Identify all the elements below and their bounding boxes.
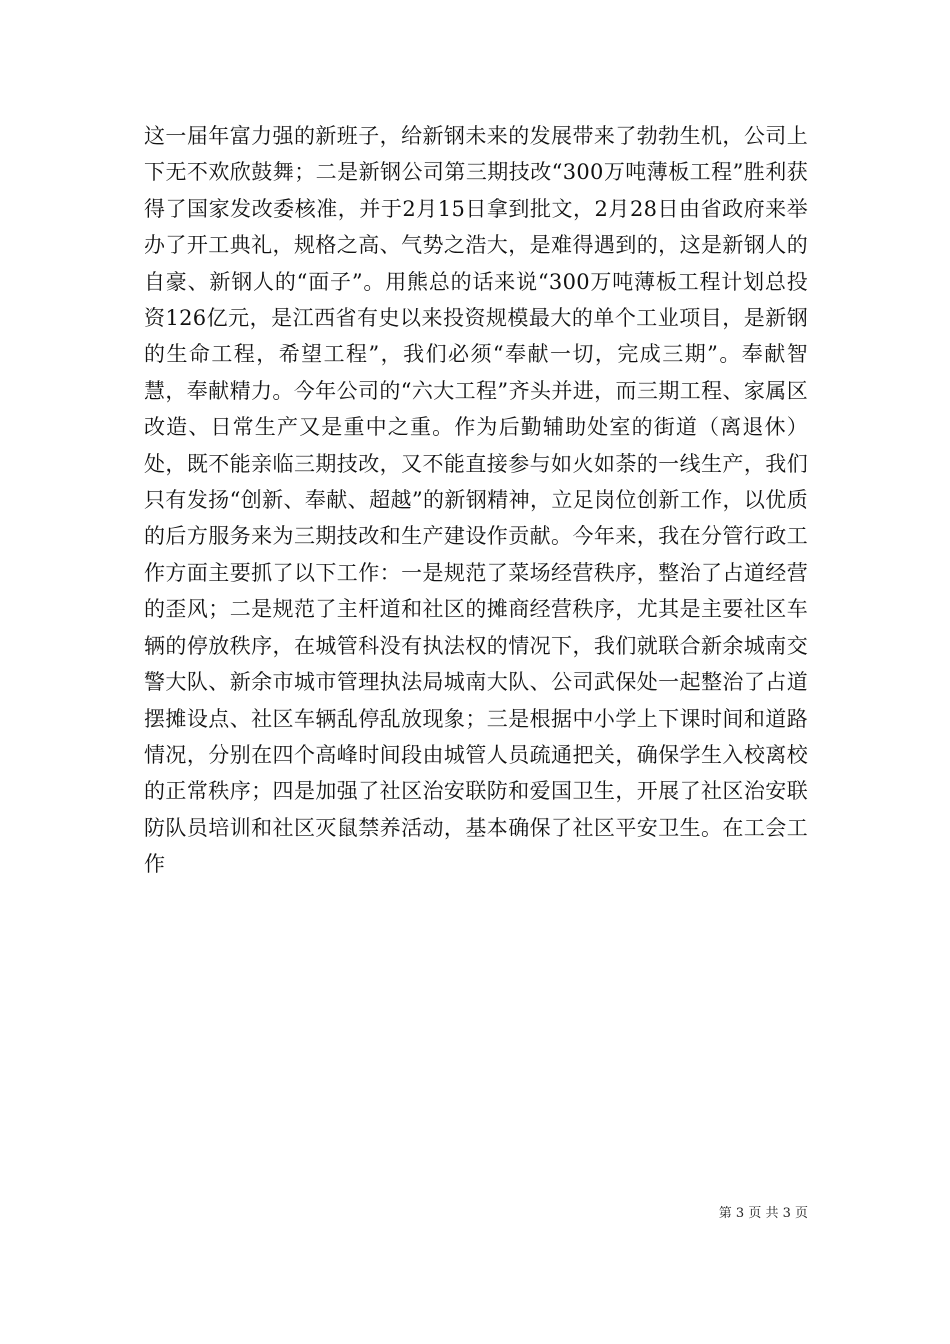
body-paragraph: 这一届年富力强的新班子，给新钢未来的发展带来了勃勃生机，公司上下无不欢欣鼓舞；二是新钢公司第三期技改“300万吨薄板工程”胜利获得了国家发改委核准，并于2月15日拿到批文，2月28日由省政府来举办了开工典礼，规格之高、气势之浩大，是难得遇到的，这是新钢人的自豪、新钢人的“面子”。用熊总的话来说“300万吨薄板工程计划总投资126亿元，是江西省有史以来投资规模最大的单个工业项目，是新钢的生命工程，希望工程”，我们必须“奉献一切，完成三期”。奉献智慧，奉献精力。今年公司的“六大工程”齐头并进，而三期工程、家属区改造、日常生产又是重中之重。作为后勤辅助处室的街道（离退休）处，既不能亲临三期技改，又不能直接参与如火如荼的一线生产，我们只有发扬“创新、奉献、超越”的新钢精神，立足岗位创新工作，以优质的后方服务来为三期技改和生产建设作贡献。今年来，我在分管行政工作方面主要抓了以下工作：一是规范了菜场经营秩序，整治了占道经营的歪风；二是规范了主杆道和社区的摊商经营秩序，尤其是主要社区车辆的停放秩序，在城管科没有执法权的情况下，我们就联合新余城南交警大队、新余市城市管理执法局城南大队、公司武保处一起整治了占道摆摊设点、社区车辆乱停乱放现象；三是根据中小学上下课时间和道路情况，分别在四个高峰时间段由城管人员疏通把关，确保学生入校离校的正常秩序；四是加强了社区治安联防和爱国卫生，开展了社区治安联防队员培训和社区灭鼠禁养活动，基本确保了社区平安卫生。在工会工作 [144,124,808,877]
page-number: 第 3 页 共 3 页 [718,1206,808,1221]
